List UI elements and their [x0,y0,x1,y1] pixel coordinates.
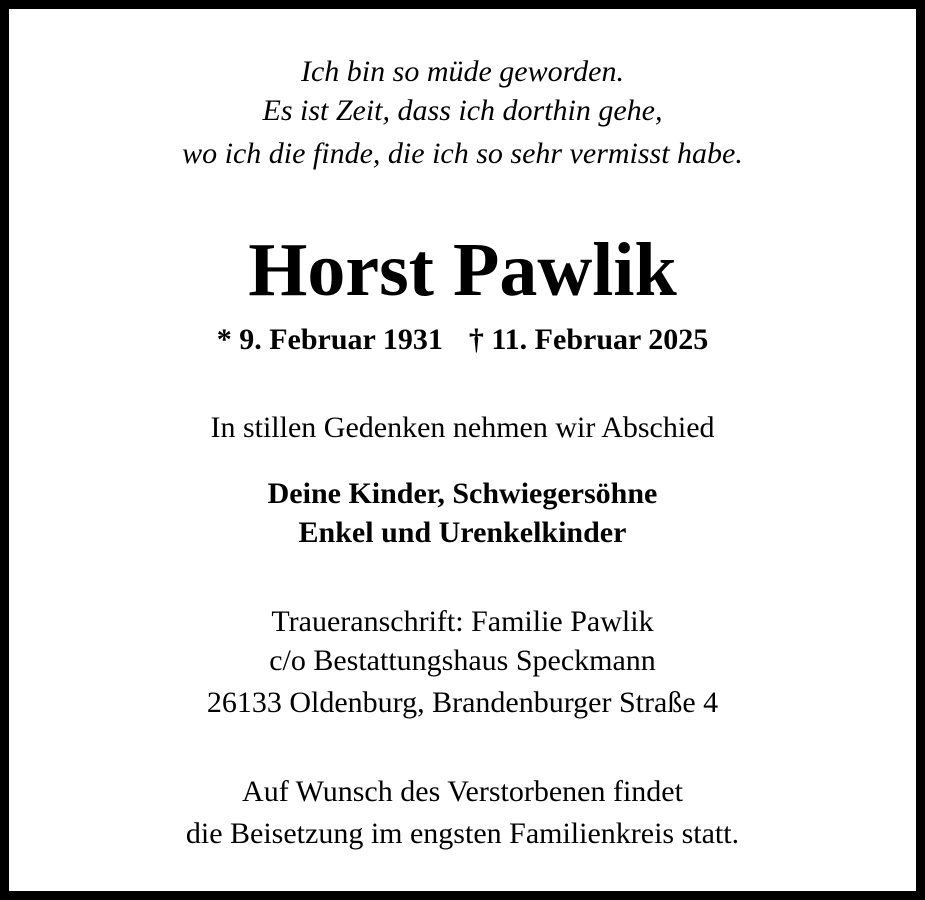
birth-date: * 9. Februar 1931 [216,323,443,356]
mourners-line-2: Enkel und Urenkelkinder [298,516,627,549]
address-line-1: Traueranschrift: Familie Pawlik [271,605,654,638]
farewell-text: In stillen Gedenken nehmen wir Abschied [210,411,715,444]
mourners-line-1: Deine Kinder, Schwiegersöhne [267,477,658,510]
notice-line-1: Auf Wunsch des Verstorbenen findet [242,775,683,808]
deceased-name: Horst Pawlik [248,228,677,312]
death-date: † 11. Februar 2025 [468,323,709,356]
address-line-2: c/o Bestattungshaus Speckmann [269,644,656,677]
life-dates [0,320,925,360]
notice-line-2: die Beisetzung im engsten Familienkreis statt. [185,817,740,850]
address-line-3: 26133 Oldenburg, Brandenburger Straße 4 [206,686,719,719]
quote-line-1: Ich bin so müde geworden. [301,55,624,88]
quote-line-3: wo ich die finde, die ich so sehr vermisst habe. [182,137,743,170]
quote-line-2: Es ist Zeit, dass ich dorthin gehe, [262,94,663,127]
